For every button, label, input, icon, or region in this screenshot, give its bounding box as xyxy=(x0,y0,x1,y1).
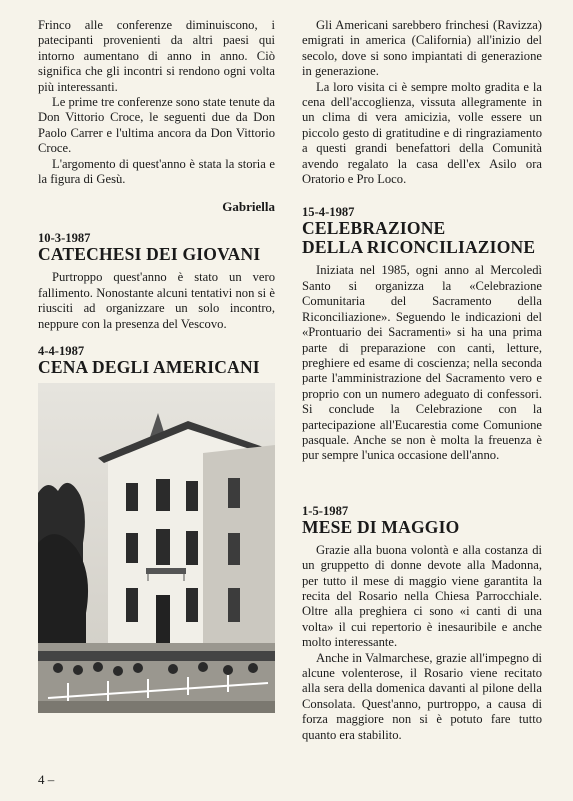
riconciliazione-title-line2: DELLA RICONCILIAZIONE xyxy=(302,237,536,258)
riconciliazione-text: Iniziata nel 1985, ogni anno al Mercoledì Santo si organizza la «Celebrazione Comunitaria del Sacramento della Riconciliazione». Seguendo le indicazioni del «Prontuario dei Sacramenti» si ha una prima parte di preparazione con canti, letture, preghiere ed esame di coscienza; nella seconda parte l'amministrazione del Sacramento vero e proprio con un numero adeguato di confessori. Si conclude la Celebrazione con la partecipazione all'Eucarestia come Comunione pasquale. Anche se non è molta la freuenza è pur sempre l'unica occasione dell'anno. xyxy=(302,263,542,463)
americani-section xyxy=(38,344,275,713)
maggio-paragraph-2: Anche in Valmarchese, grazie all'impegno di alcune volenterose, il Rosario viene recitato alla sera della domenica davanti al pilone della Consolata. Quest'anno, purtroppo, a causa di forza maggiore non si è potuto fare tutto quanto era stabilito. xyxy=(302,650,542,742)
catechesi-text: Purtroppo quest'anno è stato un vero fallimento. Nonostante alcuni tentativi non si è riusciti ad organizzare un solo incontro, neppure con la presenza del Vescovo. xyxy=(38,270,275,331)
riconciliazione-section xyxy=(302,205,542,463)
page-number: 4 – xyxy=(38,772,55,787)
maggio-section xyxy=(302,504,542,743)
right-column xyxy=(302,18,542,743)
americani-date: 4-4-1987 xyxy=(38,344,85,359)
maggio-paragraph-1: Grazie alla buona volontà e alla costanza di un gruppetto di donne devote alla Madonna, per tutto il mese di maggio viene garantita la recita del Rosario nella Chiesa Parrocchiale. Oltre alla preghiera ci sono «i canti di una volta» il cui repertorio è inesauribile e anche molto interessante. xyxy=(302,542,542,650)
catechesi-date: 10-3-1987 xyxy=(38,231,91,246)
maggio-date: 1-5-1987 xyxy=(302,503,349,518)
americani-paragraph-1: Gli Americani sarebbero frinchesi (Ravizza) emigrati in america (California) all'inizio del secolo, dove si sono impiantati di generazione in generazione. xyxy=(302,18,542,79)
intro-paragraph-1: Frinco alle conferenze diminuiscono, i patecipanti provenienti da altri paesi qui intorno aumentano di anno in anno. Ciò significa che gli incontri si rendono ogni volta più interessanti. xyxy=(38,18,275,94)
signature: Gabriella xyxy=(222,199,275,215)
intro-paragraph-2: Le prime tre conferenze sono state tenute da Don Vittorio Croce, le seguenti due da Don Paolo Carrer e l'ultima ancora da Don Vittorio Croce. xyxy=(38,95,275,156)
americani-paragraph-2: La loro visita ci è sempre molto gradita e la cena dell'accoglienza, vissuta allegramente in un clima di vera amicizia, volle essere un piccolo gesto di gratitudine e di ringraziamento a questi grandi benefattori della Comunità avendo regalato la casa dell'ex Asilo ora Oratorio e Pro Loco. xyxy=(302,79,542,187)
riconciliazione-date: 15-4-1987 xyxy=(302,205,355,220)
americani-title: CENA DEGLI AMERICANI xyxy=(38,357,260,378)
catechesi-section xyxy=(38,231,275,332)
riconciliazione-title-line1: CELEBRAZIONE xyxy=(302,218,446,239)
left-column xyxy=(38,18,275,713)
catechesi-title: CATECHESI DEI GIOVANI xyxy=(38,244,261,265)
maggio-title: MESE DI MAGGIO xyxy=(302,516,460,537)
intro-paragraph-3: L'argomento di quest'anno è stata la storia e la figura di Gesù. xyxy=(38,156,275,187)
building-photo xyxy=(38,383,275,713)
